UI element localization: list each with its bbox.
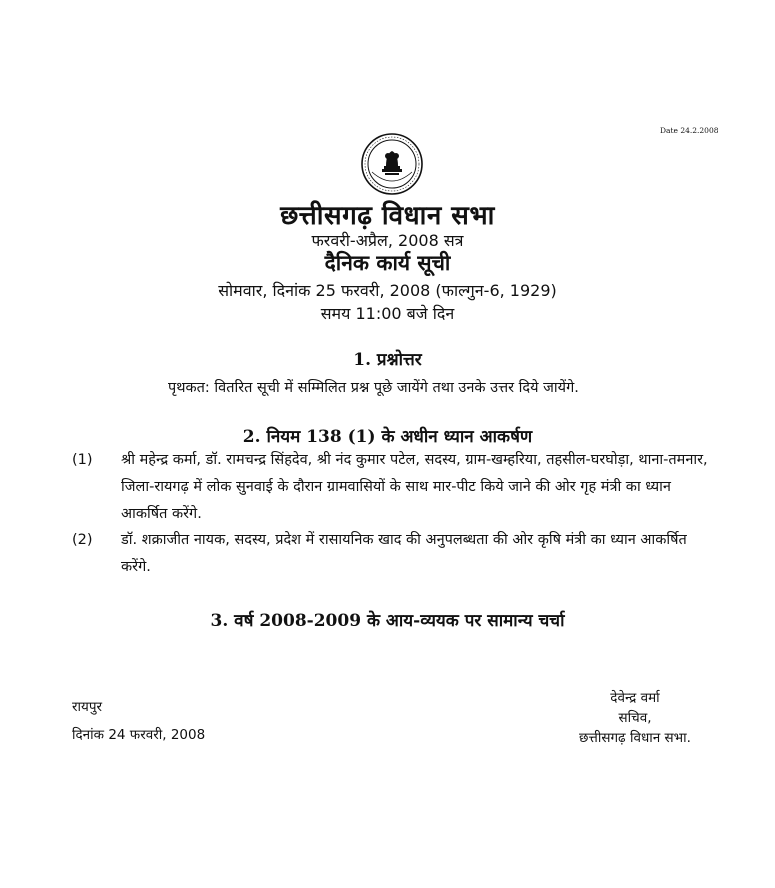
- page-title: छत्तीसगढ़ विधान सभा: [280, 201, 495, 231]
- date-stamp: Date 24.2.2008: [660, 126, 719, 135]
- section-heading-budget: 3. वर्ष 2008-2009 के आय-व्ययक पर सामान्य चर्चा: [210, 611, 565, 631]
- item-text: डॉ. शक्राजीत नायक, सदस्य, प्रदेश में रासायनिक खाद की अनुपलब्धता की ओर कृषि मंत्री का ध्यान आकर्षित करेंगे.: [121, 532, 687, 575]
- item-number: (1): [72, 452, 93, 468]
- section-heading-questions: 1. प्रश्नोत्तर: [353, 350, 422, 370]
- time-line: समय 11:00 बजे दिन: [320, 304, 455, 323]
- date-line: सोमवार, दिनांक 25 फरवरी, 2008 (फाल्गुन-6, 1929): [218, 281, 557, 300]
- signatory-title: सचिव,: [618, 710, 652, 726]
- signatory-name: देवेन्द्र वर्मा: [610, 690, 660, 706]
- footer-date: दिनांक 24 फरवरी, 2008: [72, 727, 206, 743]
- signatory-org: छत्तीसगढ़ विधान सभा.: [579, 730, 691, 746]
- emblem-seal-icon: [360, 132, 424, 196]
- item-text: श्री महेन्द्र कर्मा, डॉ. रामचन्द्र सिंहदेव, श्री नंद कुमार पटेल, सदस्य, ग्राम-खम्हरिया, तहसील-घरघोड़ा, थाना-तमनार, जिला-रायगढ़ में लोक सुनवाई के दौरान ग्रामवासियों के साथ मार-पीट किये जाने की ओर गृह मंत्री का ध्यान आकर्षित करेंगे.: [121, 452, 708, 522]
- section-heading-attention: 2. नियम 138 (1) के अधीन ध्यान आकर्षण: [242, 427, 533, 447]
- footer-place: रायपुर: [72, 699, 103, 715]
- item-number: (2): [72, 532, 93, 548]
- session-line: फरवरी-अप्रैल, 2008 सत्र: [311, 231, 464, 250]
- section-text-questions: पृथकत: वितरित सूची में सम्मिलित प्रश्न पूछे जायेंगे तथा उनके उत्तर दिये जायेंगे.: [168, 380, 579, 396]
- agenda-title: दैनिक कार्य सूची: [324, 250, 451, 275]
